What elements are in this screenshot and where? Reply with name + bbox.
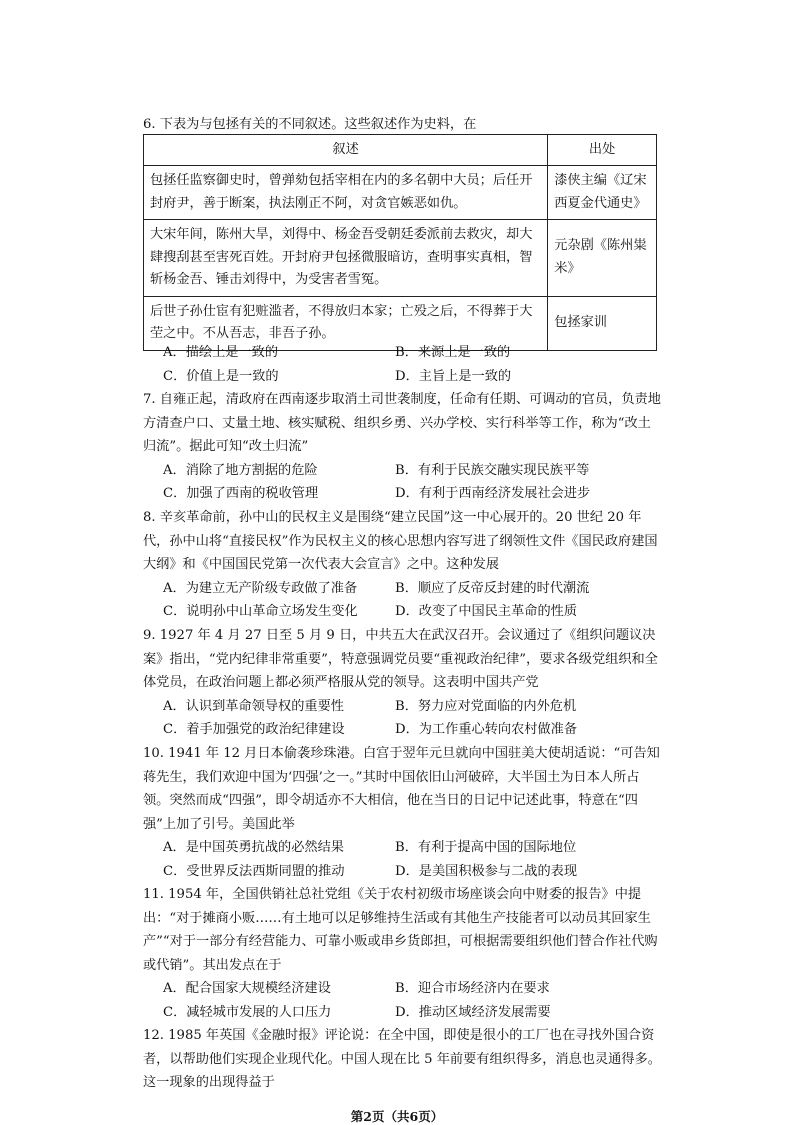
option-c[interactable]: C．加强了西南的税收管理 xyxy=(163,486,319,501)
option-a[interactable]: A．认识到革命领导权的重要性 xyxy=(163,698,344,714)
table-cell-narrative: 包拯任监察御史时，曾弹劾包括宰相在内的多名朝中大员；后任开封府尹，善于断案，执法刚正不阿，对贪官嫉恶如仇。 xyxy=(144,166,548,220)
option-d[interactable]: D．推动区域经济发展需要 xyxy=(395,1004,551,1020)
option-b[interactable]: B．来源上是一致的 xyxy=(395,345,511,360)
question-12-stem: 12. 1985 年英国《金融时报》评论说：在全中国，即使是很小的工厂也在寻找外国合资者，以帮助他们实现企业现代化。中国人现在比 5 年前要有组织得多，消息也灵通得多。这一现象的出现得益于 xyxy=(143,1028,661,1090)
question-10-stem: 10. 1941 年 12 月日本偷袭珍珠港。白宫于翌年元旦就向中国驻美大使胡适说：“可告知蒋先生，我们欢迎中国为‘四强’之一。”其时中国依旧山河破碎，大半国土为日本人所占领。突然而成“四强”，即令胡适亦不大相信，他在当日的日记中记述此事，特意在“四强”上加了引号。美国此举 xyxy=(143,746,660,832)
page-footer: 第2页（共6页） xyxy=(350,1109,444,1124)
question-7 xyxy=(143,388,663,506)
source-table xyxy=(143,134,657,351)
question-12 xyxy=(143,1024,663,1095)
option-d[interactable]: D．改变了中国民主革命的性质 xyxy=(395,604,578,619)
table-row xyxy=(144,166,657,220)
question-6-options xyxy=(163,341,663,388)
option-b[interactable]: B．有利于提高中国的国际地位 xyxy=(395,840,577,855)
question-9-stem: 9. 1927 年 4 月 27 日至 5 月 9 日，中共五大在武汉召开。会议通过了《组织问题议决案》指出，“党内纪律非常重要”，特意强调党员要“重视政治纪律”，要求各级党组织和全体党员，在政治问题上都必须严格服从党的领导。这表明中国共产党 xyxy=(143,628,658,690)
table-cell-narrative: 后世子孙仕宦有犯赃滥者，不得放归本家；亡殁之后，不得葬于大茔之中。不从吾志，非吾子孙。 xyxy=(144,296,548,350)
table-cell-narrative: 大宋年间，陈州大旱，刘得中、杨金吾受朝廷委派前去救灾，却大肆搜刮甚至害死百姓。开封府尹包拯微服暗访，查明事实真相，智斩杨金吾、锤击刘得中，为受害者雪冤。 xyxy=(144,220,548,297)
option-c[interactable]: C．受世界反法西斯同盟的推动 xyxy=(163,863,345,879)
table-header-narrative: 叙述 xyxy=(144,135,548,166)
question-9 xyxy=(143,624,663,742)
option-d[interactable]: D．是美国积极参与二战的表现 xyxy=(395,863,578,879)
table-row xyxy=(144,220,657,297)
question-8 xyxy=(143,506,663,624)
option-b[interactable]: B．有利于民族交融实现民族平等 xyxy=(395,462,590,478)
question-6-stem: 6. 下表为与包拯有关的不同叙述。这些叙述作为史料，在 xyxy=(143,117,477,132)
option-c[interactable]: C．减轻城市发展的人口压力 xyxy=(163,1004,332,1020)
table-header-row xyxy=(144,135,657,166)
option-a[interactable]: A．消除了地方割据的危险 xyxy=(163,462,318,478)
table-cell-source: 漆侠主编《辽宋西夏金代通史》 xyxy=(548,166,657,220)
question-8-stem: 8. 辛亥革命前，孙中山的民权主义是围绕“建立民国”这一中心展开的。20 世纪 20 年代，孙中山将“直接民权”作为民权主义的核心思想内容写进了纲领性文件《国民政府建国大纲》和《中国国民党第一次代表大会宣言》之中。这种发展 xyxy=(143,510,658,572)
option-d[interactable]: D．有利于西南经济发展社会进步 xyxy=(395,486,591,501)
question-7-stem: 7. 自雍正起，清政府在西南逐步取消土司世袭制度，任命有任期、可调动的官员，负责地方清查户口、丈量土地、核实赋税、组织乡勇、兴办学校、实行科举等工作，称为“改土归流”。据此可知“改土归流” xyxy=(143,392,661,454)
option-a[interactable]: A．为建立无产阶级专政做了准备 xyxy=(163,580,358,596)
option-d[interactable]: D．为工作重心转向农村做准备 xyxy=(395,722,578,737)
option-a[interactable]: A．是中国英勇抗战的必然结果 xyxy=(163,840,344,855)
question-10 xyxy=(143,742,663,883)
option-b[interactable]: B．顺应了反帝反封建的时代潮流 xyxy=(395,580,590,596)
question-11 xyxy=(143,883,663,1024)
option-a[interactable]: A．描绘上是一致的 xyxy=(163,345,279,360)
question-11-stem: 11. 1954 年，全国供销社总社党组《关于农村初级市场座谈会向中财委的报告》中提出：“对于摊商小贩……有土地可以足够维持生活或有其他生产技能者可以动员其回家生产”“对于一部分有经营能力、可靠小贩或串乡货郎担，可根据需要组织他们替合作社代购或代销”。其出发点在于 xyxy=(143,887,658,973)
option-b[interactable]: B．迎合市场经济内在要求 xyxy=(395,981,550,996)
option-b[interactable]: B．努力应对党面临的内外危机 xyxy=(395,698,577,714)
table-cell-source: 元杂剧《陈州粜米》 xyxy=(548,220,657,297)
option-c[interactable]: C．着手加强党的政治纪律建设 xyxy=(163,722,345,737)
option-c[interactable]: C．说明孙中山革命立场发生变化 xyxy=(163,604,358,619)
option-a[interactable]: A．配合国家大规模经济建设 xyxy=(163,981,331,996)
question-6 xyxy=(143,113,663,137)
table-cell-source: 包拯家训 xyxy=(548,296,657,350)
option-d[interactable]: D．主旨上是一致的 xyxy=(395,368,512,384)
option-c[interactable]: C．价值上是一致的 xyxy=(163,368,279,384)
table-header-source: 出处 xyxy=(548,135,657,166)
